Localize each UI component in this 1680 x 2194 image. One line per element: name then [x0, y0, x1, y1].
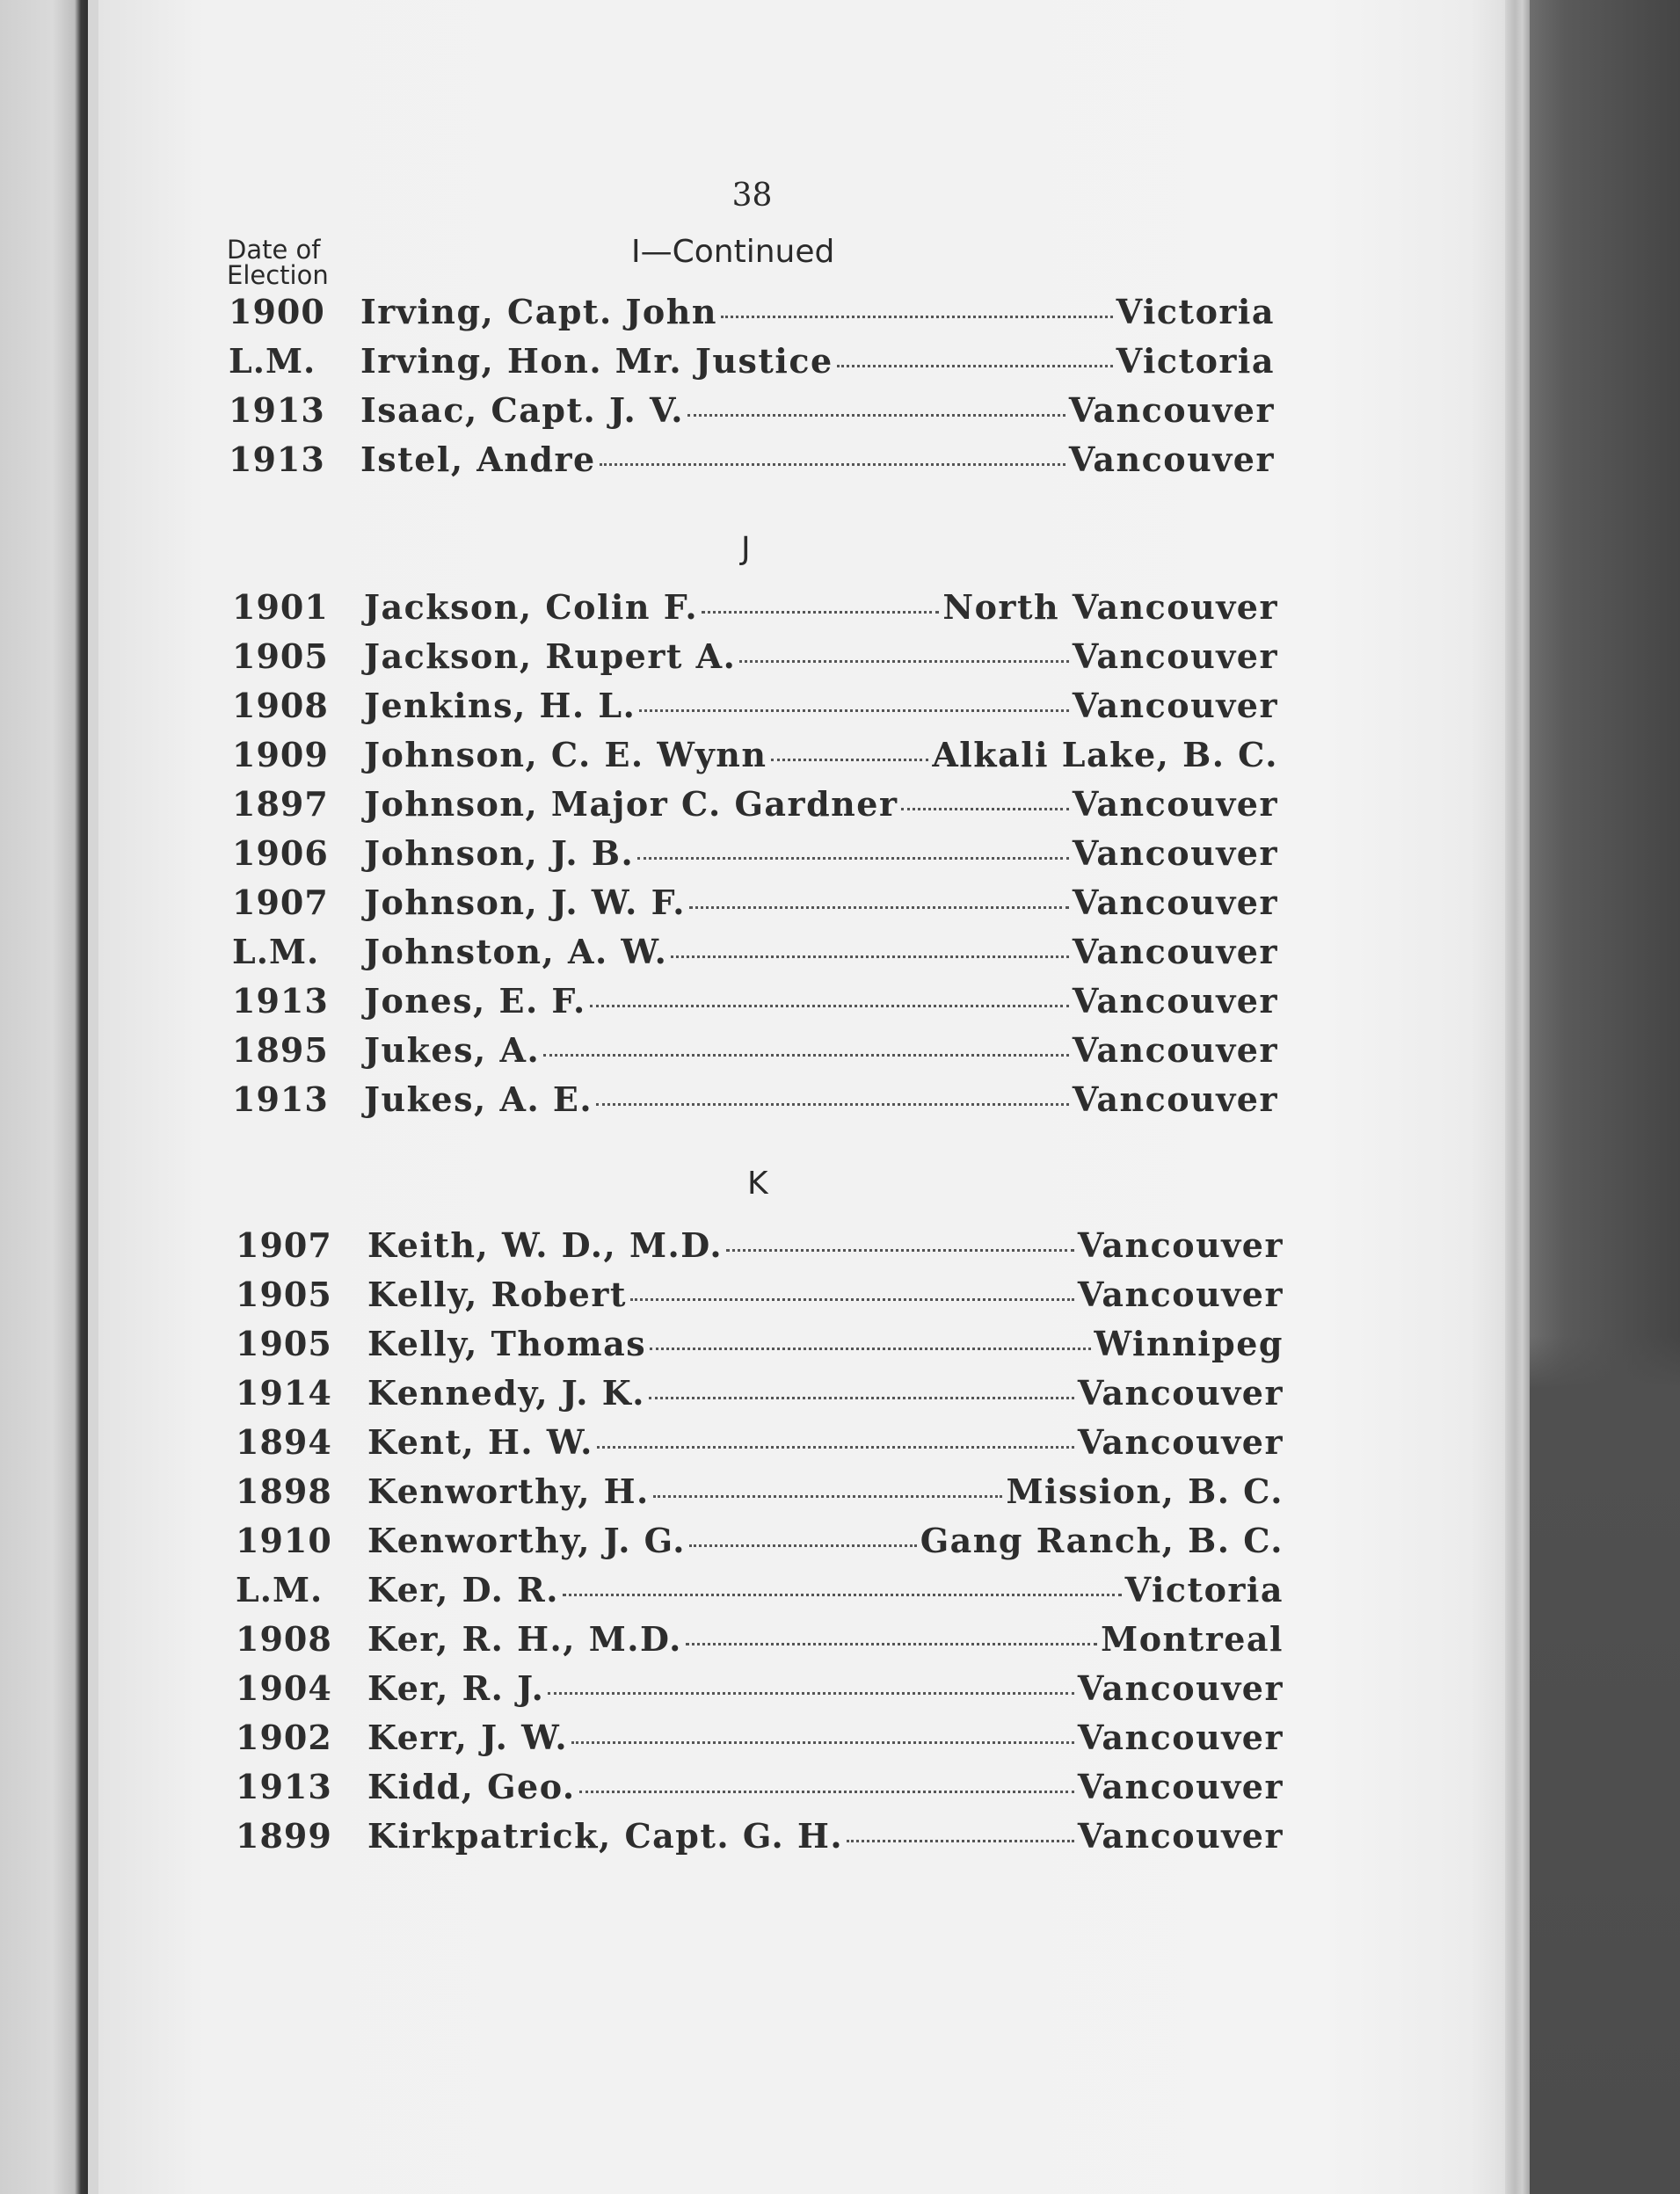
dot-leader	[596, 1103, 1069, 1106]
member-name: Kirkpatrick, Capt. G. H.	[367, 1816, 844, 1856]
member-place: Vancouver	[1072, 932, 1278, 971]
election-year: 1895	[232, 1030, 329, 1070]
dot-leader	[721, 316, 1113, 318]
member-place: Vancouver	[1072, 833, 1278, 873]
dot-leader	[548, 1692, 1073, 1695]
election-year: 1906	[232, 833, 329, 873]
date-header-line-2: Election	[227, 260, 329, 290]
member-name: Kerr, J. W.	[367, 1718, 569, 1757]
member-place: Vancouver	[1077, 1668, 1284, 1708]
member-place: Vancouver	[1068, 390, 1275, 430]
election-year: 1914	[236, 1373, 332, 1413]
dot-leader	[837, 365, 1113, 367]
dot-leader	[847, 1840, 1074, 1842]
election-year: 1901	[232, 587, 329, 627]
election-year: 1905	[236, 1324, 332, 1363]
dot-leader	[597, 1446, 1074, 1449]
section-heading-j: J	[741, 531, 751, 567]
dot-leader	[702, 611, 939, 614]
dot-leader	[590, 1005, 1069, 1007]
dot-leader	[687, 414, 1065, 417]
election-year: 1908	[236, 1619, 332, 1659]
member-name: Ker, R. J.	[367, 1668, 545, 1708]
list-item	[232, 1030, 1278, 1079]
dot-leader	[686, 1643, 1097, 1646]
dot-leader	[639, 709, 1069, 712]
list-item	[236, 1471, 1284, 1521]
list-item	[236, 1570, 1284, 1619]
member-place: Winnipeg	[1094, 1324, 1284, 1363]
member-place: North Vancouver	[942, 587, 1278, 627]
election-year: 1913	[236, 1767, 332, 1806]
election-year: 1900	[229, 292, 325, 331]
member-place: Vancouver	[1077, 1816, 1284, 1856]
member-name: Kelly, Thomas	[367, 1324, 647, 1363]
election-year: 1899	[236, 1816, 332, 1856]
dot-leader	[689, 906, 1069, 909]
list-item	[229, 390, 1275, 440]
election-year: 1913	[232, 1079, 329, 1119]
member-name: Isaac, Capt. J. V.	[360, 390, 685, 430]
member-place: Vancouver	[1077, 1422, 1284, 1462]
member-place: Mission, B. C.	[1006, 1471, 1284, 1511]
member-name: Kennedy, J. K.	[367, 1373, 646, 1413]
list-item	[236, 1718, 1284, 1767]
member-name: Keith, W. D., M.D.	[367, 1225, 724, 1265]
member-place: Vancouver	[1072, 686, 1278, 725]
member-place: Vancouver	[1072, 1079, 1278, 1119]
election-year: 1897	[232, 784, 329, 824]
member-name: Johnson, Major C. Gardner	[364, 784, 898, 824]
member-place: Vancouver	[1072, 1030, 1278, 1070]
member-name: Irving, Hon. Mr. Justice	[360, 341, 833, 381]
list-item	[236, 1422, 1284, 1471]
dot-leader	[671, 955, 1068, 958]
date-header-line-1: Date of	[227, 235, 321, 265]
dot-leader	[543, 1054, 1069, 1057]
dot-leader	[739, 660, 1068, 663]
list-item	[236, 1521, 1284, 1570]
election-year: 1909	[232, 735, 329, 774]
member-name: Istel, Andre	[360, 440, 596, 479]
election-year: 1907	[236, 1225, 332, 1265]
dot-leader	[637, 857, 1069, 860]
list-item	[232, 981, 1278, 1030]
list-item	[232, 883, 1278, 932]
list-item	[236, 1225, 1284, 1275]
member-name: Ker, R. H., M.D.	[367, 1619, 682, 1659]
page-number: 38	[731, 178, 773, 214]
list-item	[236, 1668, 1284, 1718]
list-item	[236, 1619, 1284, 1668]
member-place: Vancouver	[1077, 1275, 1284, 1314]
member-place: Victoria	[1116, 292, 1275, 331]
member-place: Vancouver	[1077, 1718, 1284, 1757]
member-place: Vancouver	[1077, 1373, 1284, 1413]
dot-leader	[600, 463, 1065, 466]
list-item	[236, 1324, 1284, 1373]
list-item	[236, 1816, 1284, 1865]
member-name: Kidd, Geo.	[367, 1767, 576, 1806]
election-year: 1907	[232, 883, 329, 922]
list-item	[232, 1079, 1278, 1129]
member-place: Victoria	[1124, 1570, 1284, 1609]
date-of-election-header	[227, 237, 329, 288]
dot-leader	[650, 1348, 1090, 1350]
member-place: Vancouver	[1072, 883, 1278, 922]
scan-background-lower	[1530, 1336, 1680, 2194]
dot-leader	[649, 1397, 1074, 1399]
dot-leader	[771, 759, 929, 761]
member-name: Jenkins, H. L.	[364, 686, 636, 725]
member-name: Kenworthy, J. G.	[367, 1521, 686, 1560]
dot-leader	[579, 1791, 1074, 1793]
election-year: 1902	[236, 1718, 332, 1757]
member-name: Kelly, Robert	[367, 1275, 627, 1314]
list-item	[236, 1275, 1284, 1324]
election-year: 1894	[236, 1422, 332, 1462]
dot-leader	[571, 1741, 1074, 1744]
member-name: Ker, D. R.	[367, 1570, 559, 1609]
member-place: Vancouver	[1077, 1767, 1284, 1806]
election-year: L.M.	[229, 341, 316, 381]
election-year: 1913	[232, 981, 329, 1021]
list-item	[236, 1373, 1284, 1422]
member-name: Johnson, C. E. Wynn	[364, 735, 767, 774]
member-name: Jackson, Rupert A.	[364, 636, 737, 676]
election-year: 1905	[236, 1275, 332, 1314]
dot-leader	[901, 808, 1068, 810]
page-edge	[1505, 0, 1530, 2194]
member-name: Jackson, Colin F.	[364, 587, 699, 627]
member-name: Kenworthy, H.	[367, 1471, 650, 1511]
election-year: 1913	[229, 390, 325, 430]
dot-leader	[630, 1298, 1074, 1301]
list-item	[232, 833, 1278, 883]
election-year: 1913	[229, 440, 325, 479]
member-place: Montreal	[1101, 1619, 1284, 1659]
member-place: Alkali Lake, B. C.	[932, 735, 1278, 774]
section-heading-k: K	[747, 1166, 768, 1202]
election-year: 1898	[236, 1471, 332, 1511]
member-name: Jukes, A. E.	[364, 1079, 593, 1119]
election-year: L.M.	[232, 932, 320, 971]
section-heading-i: I—Continued	[631, 234, 835, 270]
list-item	[229, 292, 1275, 341]
member-place: Vancouver	[1072, 981, 1278, 1021]
list-item	[232, 784, 1278, 833]
election-year: L.M.	[236, 1570, 324, 1609]
member-name: Jukes, A.	[364, 1030, 541, 1070]
dot-leader	[726, 1249, 1074, 1252]
member-place: Vancouver	[1077, 1225, 1284, 1265]
member-place: Gang Ranch, B. C.	[920, 1521, 1284, 1560]
election-year: 1910	[236, 1521, 332, 1560]
list-item	[232, 587, 1278, 636]
list-item	[232, 932, 1278, 981]
list-item	[229, 440, 1275, 489]
member-name: Kent, H. W.	[367, 1422, 593, 1462]
member-name: Jones, E. F.	[364, 981, 586, 1021]
member-name: Johnston, A. W.	[364, 932, 668, 971]
list-item	[229, 341, 1275, 390]
member-name: Johnson, J. B.	[364, 833, 635, 873]
election-year: 1905	[232, 636, 329, 676]
member-place: Vancouver	[1072, 636, 1278, 676]
election-year: 1908	[232, 686, 329, 725]
election-year: 1904	[236, 1668, 332, 1708]
dot-leader	[653, 1495, 1003, 1498]
list-item	[232, 636, 1278, 686]
list-item	[236, 1767, 1284, 1816]
member-place: Victoria	[1116, 341, 1275, 381]
list-item	[232, 686, 1278, 735]
list-item	[232, 735, 1278, 784]
member-name: Irving, Capt. John	[360, 292, 717, 331]
scan-left-margin	[0, 0, 88, 2194]
dot-leader	[563, 1594, 1122, 1596]
dot-leader	[689, 1544, 917, 1547]
member-place: Vancouver	[1068, 440, 1275, 479]
member-name: Johnson, J. W. F.	[364, 883, 686, 922]
member-place: Vancouver	[1072, 784, 1278, 824]
